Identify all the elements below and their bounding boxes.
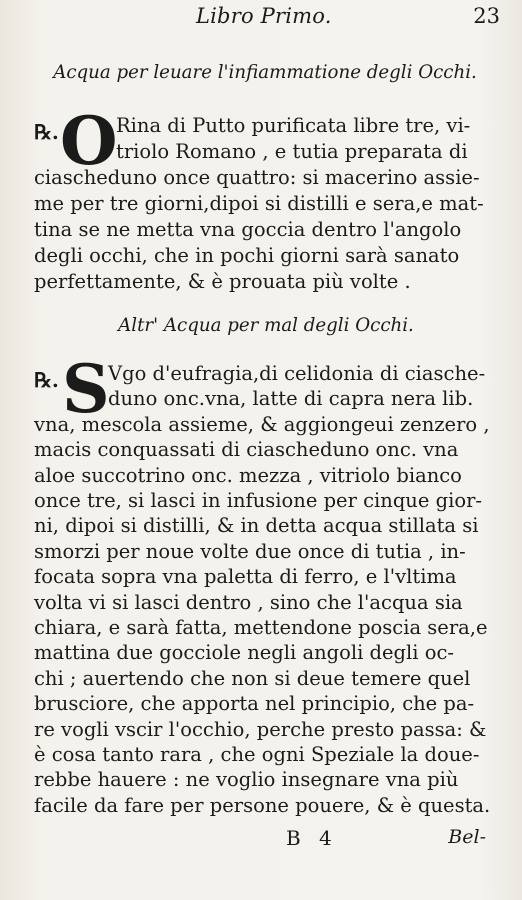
- text-line: aloe succotrino onc. mezza , vitriolo bianco: [34, 463, 462, 487]
- drop-capital: S: [62, 350, 110, 428]
- drop-capital: O: [60, 102, 118, 180]
- text-line: focata sopra vna paletta di ferro, e l'vltima: [34, 565, 457, 589]
- recipe-heading-2: Altr' Acqua per mal degli Occhi.: [118, 315, 414, 336]
- text-line: re vogli vscir l'occhio, perche presto passa: &: [34, 717, 487, 741]
- text-line-last: facile da fare per persone pouere, & è questa.: [34, 793, 491, 817]
- recipe-mark: ℞.: [34, 368, 59, 392]
- text-line: rebbe hauere : ne voglio insegnare vna più: [34, 768, 459, 792]
- catchword: Bel-: [448, 826, 486, 848]
- recipe-heading-1: Acqua per leuare l'infiammatione degli Occhi.: [53, 62, 477, 83]
- text-line: mattina due gocciole negli angoli degli oc-: [34, 641, 454, 665]
- text-line: vna, mescola assieme, & aggiongeui zenzero ,: [34, 412, 490, 436]
- text-line: macis conquassati di ciascheduno onc. vna: [34, 438, 459, 462]
- text-line: me per tre giorni,dipoi si distilli e sera,e mat-: [34, 192, 484, 215]
- text-line: chiara, e sarà fatta, mettendone poscia sera,e: [34, 616, 488, 639]
- text-line: Rina di Putto purificata libre tre, vi-: [116, 114, 471, 137]
- text-line: triolo Romano , e tutia preparata di: [116, 140, 468, 163]
- text-line: smorzi per noue volte due once di tutia , in-: [34, 539, 466, 563]
- text-line: tina se ne metta vna goccia dentro l'angolo: [34, 218, 462, 241]
- text-line: perfettamente, & è prouata più volte .: [34, 270, 411, 293]
- text-line: ni, dipoi si distilli, & in detta acqua stillata si: [34, 514, 479, 538]
- text-line: Vgo d'eufragia,di celidonia di ciasche-: [108, 362, 486, 385]
- text-line: ciascheduno once quattro: si macerino assie-: [34, 166, 480, 189]
- text-line: brusciore, che apporta nel principio, che pa-: [34, 692, 475, 716]
- running-head-title: Libro Primo.: [196, 4, 332, 28]
- text-line: degli occhi, che in pochi giorni sarà sanato: [34, 244, 460, 267]
- text-line: duno onc.vna, latte di capra nera lib.: [108, 387, 474, 411]
- page-footer: [0, 826, 522, 856]
- text-line: chi ; auertendo che non si deue temere quel: [34, 666, 471, 690]
- text-line: once tre, si lasci in infusione per cinque gior-: [34, 489, 482, 512]
- running-head: [0, 4, 522, 34]
- recipe-mark: ℞.: [34, 120, 59, 144]
- text-line: volta vi si lasci dentro , sino che l'acqua sia: [34, 590, 463, 614]
- signature-mark: B 4: [286, 826, 338, 850]
- page-number: 23: [473, 4, 500, 28]
- text-line: è cosa tanto rara , che ogni Speziale la doue-: [34, 743, 480, 766]
